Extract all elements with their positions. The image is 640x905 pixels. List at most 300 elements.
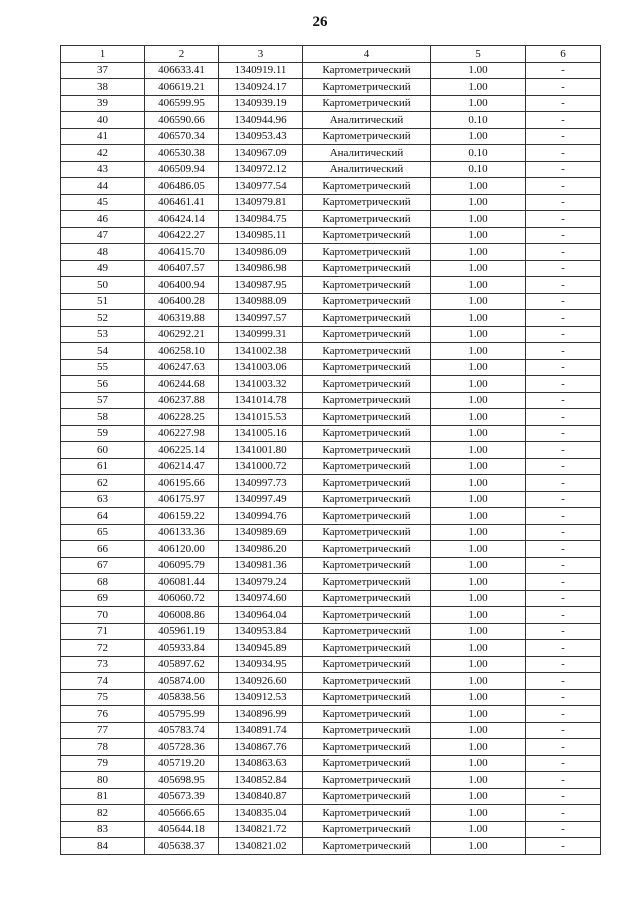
table-cell: 1.00 bbox=[431, 409, 526, 426]
table-cell: - bbox=[526, 392, 601, 409]
table-row bbox=[61, 161, 601, 178]
table-cell: Картометрический bbox=[303, 458, 431, 475]
table-cell: Картометрический bbox=[303, 79, 431, 96]
table-cell: 406214.47 bbox=[145, 458, 219, 475]
table-row bbox=[61, 392, 601, 409]
table-cell: 1341005.16 bbox=[219, 425, 303, 442]
table-cell: Картометрический bbox=[303, 260, 431, 277]
table-cell: 1.00 bbox=[431, 821, 526, 838]
table-cell: 1340994.76 bbox=[219, 508, 303, 525]
table-cell: 44 bbox=[61, 178, 145, 195]
table-cell: Аналитический bbox=[303, 145, 431, 162]
table-cell: 1.00 bbox=[431, 656, 526, 673]
table-cell: 1.00 bbox=[431, 211, 526, 228]
table-cell: - bbox=[526, 788, 601, 805]
table-row bbox=[61, 706, 601, 723]
table-cell: 1.00 bbox=[431, 178, 526, 195]
table-cell: Картометрический bbox=[303, 62, 431, 79]
table-cell: - bbox=[526, 244, 601, 261]
table-cell: 1341001.80 bbox=[219, 442, 303, 459]
column-header: 1 bbox=[61, 46, 145, 63]
table-cell: 55 bbox=[61, 359, 145, 376]
table-cell: 72 bbox=[61, 640, 145, 657]
table-cell: Картометрический bbox=[303, 178, 431, 195]
table-cell: 1340981.36 bbox=[219, 557, 303, 574]
table-cell: 0.10 bbox=[431, 145, 526, 162]
table-cell: - bbox=[526, 425, 601, 442]
table-cell: 1.00 bbox=[431, 260, 526, 277]
table-cell: - bbox=[526, 343, 601, 360]
table-cell: 83 bbox=[61, 821, 145, 838]
table-cell: Картометрический bbox=[303, 244, 431, 261]
table-cell: 406424.14 bbox=[145, 211, 219, 228]
table-cell: Картометрический bbox=[303, 623, 431, 640]
table-cell: 406461.41 bbox=[145, 194, 219, 211]
table-row bbox=[61, 821, 601, 838]
table-cell: 1.00 bbox=[431, 772, 526, 789]
table-cell: 405644.18 bbox=[145, 821, 219, 838]
table-cell: Картометрический bbox=[303, 227, 431, 244]
table-cell: 1340986.09 bbox=[219, 244, 303, 261]
table-cell: Картометрический bbox=[303, 821, 431, 838]
table-cell: 406060.72 bbox=[145, 590, 219, 607]
table-cell: - bbox=[526, 277, 601, 294]
table-cell: 1341002.38 bbox=[219, 343, 303, 360]
table-cell: 1.00 bbox=[431, 590, 526, 607]
table-cell: 1340988.09 bbox=[219, 293, 303, 310]
page-number: 26 bbox=[312, 14, 328, 30]
table-cell: - bbox=[526, 821, 601, 838]
table-cell: 1340989.69 bbox=[219, 524, 303, 541]
table-row bbox=[61, 409, 601, 426]
table-cell: 1.00 bbox=[431, 310, 526, 327]
table-cell: 406509.94 bbox=[145, 161, 219, 178]
table-row bbox=[61, 376, 601, 393]
table-cell: 1.00 bbox=[431, 557, 526, 574]
table-cell: 1340944.96 bbox=[219, 112, 303, 129]
table-row bbox=[61, 145, 601, 162]
table-cell: - bbox=[526, 161, 601, 178]
table-cell: - bbox=[526, 326, 601, 343]
table-cell: 405719.20 bbox=[145, 755, 219, 772]
table-cell: 71 bbox=[61, 623, 145, 640]
table-cell: 405874.00 bbox=[145, 673, 219, 690]
table-cell: 406633.41 bbox=[145, 62, 219, 79]
table-cell: - bbox=[526, 310, 601, 327]
table-cell: - bbox=[526, 458, 601, 475]
table-cell: 406244.68 bbox=[145, 376, 219, 393]
table-cell: 1.00 bbox=[431, 95, 526, 112]
table-cell: - bbox=[526, 62, 601, 79]
table-cell: - bbox=[526, 359, 601, 376]
table-cell: Картометрический bbox=[303, 541, 431, 558]
table-cell: - bbox=[526, 706, 601, 723]
table-row bbox=[61, 293, 601, 310]
table-cell: 406008.86 bbox=[145, 607, 219, 624]
table-cell: Картометрический bbox=[303, 656, 431, 673]
table-cell: 1.00 bbox=[431, 508, 526, 525]
table-cell: - bbox=[526, 623, 601, 640]
table-cell: 1.00 bbox=[431, 739, 526, 756]
table-cell: 68 bbox=[61, 574, 145, 591]
table-cell: 79 bbox=[61, 755, 145, 772]
table-cell: 42 bbox=[61, 145, 145, 162]
table-cell: 1340999.31 bbox=[219, 326, 303, 343]
table-cell: - bbox=[526, 541, 601, 558]
column-header: 2 bbox=[145, 46, 219, 63]
table-cell: - bbox=[526, 772, 601, 789]
table-cell: 1.00 bbox=[431, 755, 526, 772]
table-row bbox=[61, 326, 601, 343]
table-cell: Аналитический bbox=[303, 161, 431, 178]
table-cell: - bbox=[526, 194, 601, 211]
table-cell: - bbox=[526, 722, 601, 739]
table-cell: - bbox=[526, 590, 601, 607]
table-cell: 405897.62 bbox=[145, 656, 219, 673]
table-cell: 1.00 bbox=[431, 491, 526, 508]
table-cell: 1340986.20 bbox=[219, 541, 303, 558]
table-row bbox=[61, 673, 601, 690]
table-cell: - bbox=[526, 557, 601, 574]
table-cell: 406319.88 bbox=[145, 310, 219, 327]
table-cell: 1341000.72 bbox=[219, 458, 303, 475]
table-cell: 1340934.95 bbox=[219, 656, 303, 673]
table-cell: 51 bbox=[61, 293, 145, 310]
table-cell: 59 bbox=[61, 425, 145, 442]
table-row bbox=[61, 623, 601, 640]
table-cell: 66 bbox=[61, 541, 145, 558]
table-cell: - bbox=[526, 260, 601, 277]
table-cell: 1340953.43 bbox=[219, 128, 303, 145]
table-cell: 1.00 bbox=[431, 706, 526, 723]
table-cell: 70 bbox=[61, 607, 145, 624]
table-cell: 1340997.49 bbox=[219, 491, 303, 508]
table-cell: 405838.56 bbox=[145, 689, 219, 706]
table-cell: 60 bbox=[61, 442, 145, 459]
table-body bbox=[61, 62, 601, 854]
table-cell: 405698.95 bbox=[145, 772, 219, 789]
table-cell: 1.00 bbox=[431, 788, 526, 805]
table-cell: - bbox=[526, 508, 601, 525]
table-row bbox=[61, 95, 601, 112]
table-cell: Картометрический bbox=[303, 706, 431, 723]
table-cell: 74 bbox=[61, 673, 145, 690]
table-cell: - bbox=[526, 656, 601, 673]
table-cell: 0.10 bbox=[431, 112, 526, 129]
table-row bbox=[61, 260, 601, 277]
table-row bbox=[61, 557, 601, 574]
table-cell: 406228.25 bbox=[145, 409, 219, 426]
table-cell: 54 bbox=[61, 343, 145, 360]
table-cell: 77 bbox=[61, 722, 145, 739]
table-cell: 1.00 bbox=[431, 640, 526, 657]
table-cell: Картометрический bbox=[303, 194, 431, 211]
table-row bbox=[61, 442, 601, 459]
table-cell: 406486.05 bbox=[145, 178, 219, 195]
table-cell: 1340985.11 bbox=[219, 227, 303, 244]
table-cell: 1.00 bbox=[431, 227, 526, 244]
table-cell: 81 bbox=[61, 788, 145, 805]
table-row bbox=[61, 541, 601, 558]
table-cell: 1340821.02 bbox=[219, 838, 303, 855]
table-cell: Картометрический bbox=[303, 838, 431, 855]
table-cell: 406133.36 bbox=[145, 524, 219, 541]
table-cell: 1340840.87 bbox=[219, 788, 303, 805]
table-cell: 84 bbox=[61, 838, 145, 855]
table-cell: - bbox=[526, 607, 601, 624]
table-cell: 1340821.72 bbox=[219, 821, 303, 838]
table-row bbox=[61, 788, 601, 805]
table-cell: 52 bbox=[61, 310, 145, 327]
table-cell: - bbox=[526, 211, 601, 228]
table-cell: 1340926.60 bbox=[219, 673, 303, 690]
table-row bbox=[61, 458, 601, 475]
table-cell: Картометрический bbox=[303, 755, 431, 772]
table-row bbox=[61, 425, 601, 442]
table-cell: 405933.84 bbox=[145, 640, 219, 657]
table-cell: 1.00 bbox=[431, 79, 526, 96]
table-cell: 1340977.54 bbox=[219, 178, 303, 195]
table-cell: 47 bbox=[61, 227, 145, 244]
table-cell: 1340896.99 bbox=[219, 706, 303, 723]
table-cell: - bbox=[526, 524, 601, 541]
table-cell: 1.00 bbox=[431, 425, 526, 442]
table-cell: Картометрический bbox=[303, 425, 431, 442]
table-cell: - bbox=[526, 145, 601, 162]
table-cell: 1340939.19 bbox=[219, 95, 303, 112]
table-cell: 76 bbox=[61, 706, 145, 723]
table-cell: - bbox=[526, 491, 601, 508]
table-cell: 82 bbox=[61, 805, 145, 822]
table-cell: 406095.79 bbox=[145, 557, 219, 574]
table-row bbox=[61, 277, 601, 294]
table-cell: 405961.19 bbox=[145, 623, 219, 640]
coordinates-table bbox=[60, 45, 601, 855]
table-cell: 1340979.81 bbox=[219, 194, 303, 211]
table-cell: 406415.70 bbox=[145, 244, 219, 261]
table-cell: 1340953.84 bbox=[219, 623, 303, 640]
table-cell: 406195.66 bbox=[145, 475, 219, 492]
table-cell: 48 bbox=[61, 244, 145, 261]
table-cell: 406247.63 bbox=[145, 359, 219, 376]
table-cell: - bbox=[526, 689, 601, 706]
table-cell: 1340972.12 bbox=[219, 161, 303, 178]
table-cell: 406599.95 bbox=[145, 95, 219, 112]
table-cell: 1.00 bbox=[431, 722, 526, 739]
table-cell: 405673.39 bbox=[145, 788, 219, 805]
table-cell: Картометрический bbox=[303, 574, 431, 591]
table-cell: Картометрический bbox=[303, 376, 431, 393]
table-cell: - bbox=[526, 442, 601, 459]
table-cell: 406237.88 bbox=[145, 392, 219, 409]
table-cell: 1.00 bbox=[431, 574, 526, 591]
table-cell: Картометрический bbox=[303, 772, 431, 789]
table-cell: Картометрический bbox=[303, 293, 431, 310]
table-cell: 406227.98 bbox=[145, 425, 219, 442]
table-cell: - bbox=[526, 112, 601, 129]
table-cell: 1.00 bbox=[431, 623, 526, 640]
table-cell: Картометрический bbox=[303, 805, 431, 822]
table-cell: 56 bbox=[61, 376, 145, 393]
table-cell: Картометрический bbox=[303, 442, 431, 459]
table-cell: 1340863.63 bbox=[219, 755, 303, 772]
table-cell: 61 bbox=[61, 458, 145, 475]
table-cell: 43 bbox=[61, 161, 145, 178]
table-row bbox=[61, 491, 601, 508]
table-cell: 1340987.95 bbox=[219, 277, 303, 294]
table-cell: 1.00 bbox=[431, 524, 526, 541]
table-cell: Картометрический bbox=[303, 128, 431, 145]
table-cell: - bbox=[526, 475, 601, 492]
table-cell: 1340986.98 bbox=[219, 260, 303, 277]
table-cell: 1.00 bbox=[431, 607, 526, 624]
table-cell: 1.00 bbox=[431, 128, 526, 145]
column-header: 6 bbox=[526, 46, 601, 63]
table-row bbox=[61, 772, 601, 789]
table-row bbox=[61, 62, 601, 79]
table-cell: 0.10 bbox=[431, 161, 526, 178]
table-cell: 41 bbox=[61, 128, 145, 145]
table-cell: Картометрический bbox=[303, 524, 431, 541]
table-cell: 1.00 bbox=[431, 689, 526, 706]
table-row bbox=[61, 178, 601, 195]
table-cell: 406422.27 bbox=[145, 227, 219, 244]
table-cell: 1.00 bbox=[431, 343, 526, 360]
table-cell: 58 bbox=[61, 409, 145, 426]
table-row bbox=[61, 656, 601, 673]
table-row bbox=[61, 689, 601, 706]
table-cell: 405638.37 bbox=[145, 838, 219, 855]
table-cell: 62 bbox=[61, 475, 145, 492]
table-cell: 406175.97 bbox=[145, 491, 219, 508]
table-cell: 406407.57 bbox=[145, 260, 219, 277]
table-row bbox=[61, 574, 601, 591]
table-cell: 1340967.09 bbox=[219, 145, 303, 162]
table-cell: - bbox=[526, 95, 601, 112]
table-cell: - bbox=[526, 128, 601, 145]
table-cell: - bbox=[526, 178, 601, 195]
table-cell: 406258.10 bbox=[145, 343, 219, 360]
table-cell: - bbox=[526, 79, 601, 96]
table-cell: Картометрический bbox=[303, 310, 431, 327]
table-cell: - bbox=[526, 673, 601, 690]
table-cell: 1341014.78 bbox=[219, 392, 303, 409]
table-cell: 1340852.84 bbox=[219, 772, 303, 789]
table-cell: 78 bbox=[61, 739, 145, 756]
table-cell: Картометрический bbox=[303, 722, 431, 739]
table-cell: 39 bbox=[61, 95, 145, 112]
table-cell: Картометрический bbox=[303, 590, 431, 607]
table-cell: Картометрический bbox=[303, 557, 431, 574]
table-cell: 1.00 bbox=[431, 359, 526, 376]
table-cell: 406530.38 bbox=[145, 145, 219, 162]
table-cell: 1.00 bbox=[431, 392, 526, 409]
table-cell: 63 bbox=[61, 491, 145, 508]
table-cell: Картометрический bbox=[303, 475, 431, 492]
table-cell: 1341003.32 bbox=[219, 376, 303, 393]
table-cell: 406120.00 bbox=[145, 541, 219, 558]
table-cell: 1.00 bbox=[431, 475, 526, 492]
table-cell: 73 bbox=[61, 656, 145, 673]
table-cell: - bbox=[526, 755, 601, 772]
table-cell: - bbox=[526, 293, 601, 310]
table-cell: 1340835.04 bbox=[219, 805, 303, 822]
table-cell: Картометрический bbox=[303, 689, 431, 706]
table-row bbox=[61, 722, 601, 739]
table-cell: - bbox=[526, 574, 601, 591]
table-cell: Картометрический bbox=[303, 211, 431, 228]
table-row bbox=[61, 475, 601, 492]
table-row bbox=[61, 310, 601, 327]
column-header: 4 bbox=[303, 46, 431, 63]
table-cell: 1.00 bbox=[431, 62, 526, 79]
table-cell: 406590.66 bbox=[145, 112, 219, 129]
table-cell: 49 bbox=[61, 260, 145, 277]
table-row bbox=[61, 359, 601, 376]
table-cell: 40 bbox=[61, 112, 145, 129]
table-cell: 406570.34 bbox=[145, 128, 219, 145]
table-row bbox=[61, 112, 601, 129]
table-cell: Картометрический bbox=[303, 343, 431, 360]
table-row bbox=[61, 194, 601, 211]
table-cell: 1.00 bbox=[431, 376, 526, 393]
table-row bbox=[61, 128, 601, 145]
table-cell: Картометрический bbox=[303, 607, 431, 624]
table-cell: 406400.94 bbox=[145, 277, 219, 294]
table-row bbox=[61, 838, 601, 855]
table-cell: 1.00 bbox=[431, 293, 526, 310]
table-cell: 1340979.24 bbox=[219, 574, 303, 591]
table-cell: 406400.28 bbox=[145, 293, 219, 310]
column-header: 3 bbox=[219, 46, 303, 63]
table-row bbox=[61, 805, 601, 822]
table-cell: 64 bbox=[61, 508, 145, 525]
table-cell: 1340984.75 bbox=[219, 211, 303, 228]
table-cell: 80 bbox=[61, 772, 145, 789]
table-cell: 1.00 bbox=[431, 326, 526, 343]
table-row bbox=[61, 508, 601, 525]
table-cell: Аналитический bbox=[303, 112, 431, 129]
table-cell: 46 bbox=[61, 211, 145, 228]
table-cell: 1340912.53 bbox=[219, 689, 303, 706]
table-cell: 1340891.74 bbox=[219, 722, 303, 739]
table-cell: 1340997.57 bbox=[219, 310, 303, 327]
table-cell: 1340867.76 bbox=[219, 739, 303, 756]
table-cell: 1340997.73 bbox=[219, 475, 303, 492]
table-cell: - bbox=[526, 640, 601, 657]
table-cell: - bbox=[526, 805, 601, 822]
table-cell: - bbox=[526, 376, 601, 393]
table-cell: 69 bbox=[61, 590, 145, 607]
table-cell: Картометрический bbox=[303, 277, 431, 294]
table-row bbox=[61, 640, 601, 657]
table-cell: - bbox=[526, 409, 601, 426]
table-cell: 1.00 bbox=[431, 805, 526, 822]
table-cell: Картометрический bbox=[303, 409, 431, 426]
table-cell: 406159.22 bbox=[145, 508, 219, 525]
table-cell: Картометрический bbox=[303, 359, 431, 376]
table-cell: Картометрический bbox=[303, 788, 431, 805]
table-cell: 1.00 bbox=[431, 442, 526, 459]
table-cell: 75 bbox=[61, 689, 145, 706]
table-cell: 1340964.04 bbox=[219, 607, 303, 624]
table-cell: 405795.99 bbox=[145, 706, 219, 723]
column-header: 5 bbox=[431, 46, 526, 63]
table-cell: 1.00 bbox=[431, 458, 526, 475]
table-cell: 57 bbox=[61, 392, 145, 409]
table-cell: 1.00 bbox=[431, 838, 526, 855]
table-cell: 53 bbox=[61, 326, 145, 343]
